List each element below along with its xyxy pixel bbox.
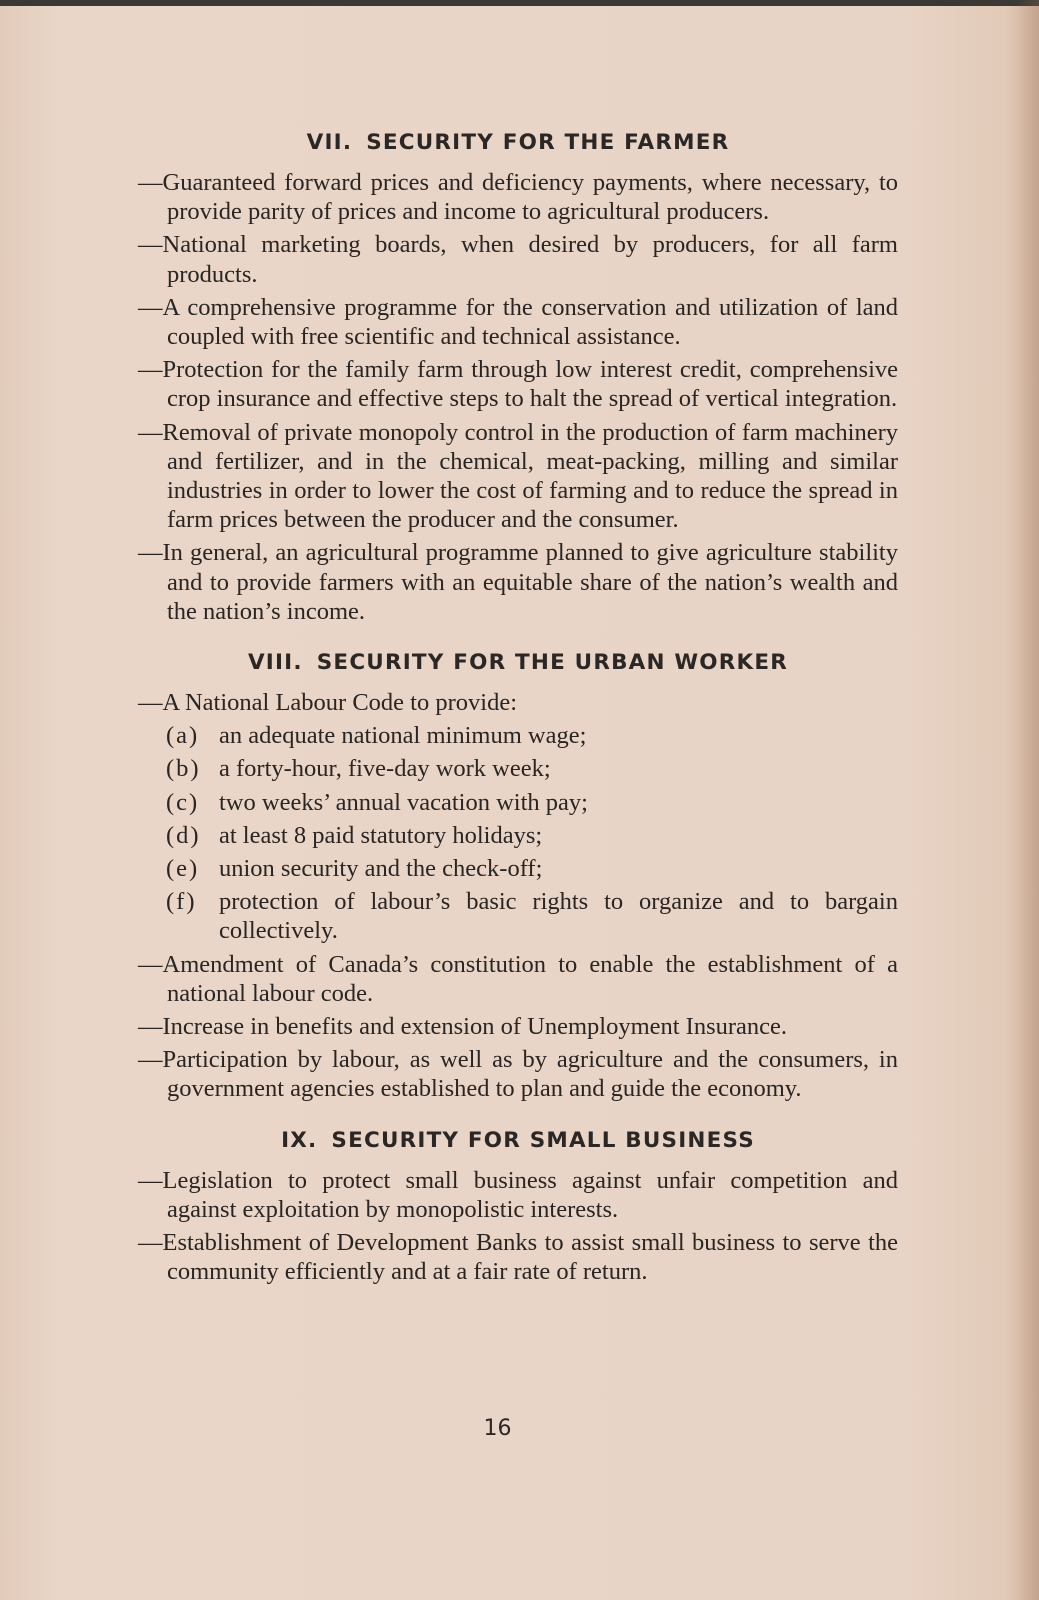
sub-item-text: at least 8 paid statutory holidays; <box>219 821 543 849</box>
section-heading-farmer <box>138 128 898 158</box>
sub-item <box>138 721 898 750</box>
list-item: —Removal of private monopoly control in the production of farm machinery and fertilizer, and in the chemical, meat-packing, milling and similar industries in order to lower the cost of farming and to reduce the spread in farm prices between the producer and the consumer. <box>138 418 898 534</box>
section-title: SECURITY FOR SMALL BUSINESS <box>331 1127 755 1153</box>
list-item: —Establishment of Development Banks to assist small business to serve the community efficiently and at a fair rate of return. <box>138 1229 898 1286</box>
page-right-edge <box>1017 0 1039 1600</box>
sub-item-mark: (c) <box>166 788 200 816</box>
list-item: —Amendment of Canada’s constitution to enable the establishment of a national labour code. <box>138 950 898 1007</box>
sub-item <box>138 821 898 850</box>
list-item: —Guaranteed forward prices and deficiency payments, where necessary, to provide parity of prices and income to agricultural producers. <box>138 169 898 226</box>
list-item: —Participation by labour, as well as by agriculture and the consumers, in government agencies established to plan and guide the economy. <box>138 1046 898 1103</box>
top-edge <box>0 0 1039 6</box>
section-number: IX. <box>281 1127 318 1153</box>
page-number: 16 <box>483 1416 512 1441</box>
section-number: VII. <box>306 130 353 155</box>
list-item: —Protection for the family farm through low interest credit, comprehensive crop insurance and effective steps to halt the spread of vertical integration. <box>138 356 898 413</box>
sub-item <box>138 854 898 883</box>
sub-item-mark: (a) <box>166 722 200 750</box>
sub-item-mark: (b) <box>166 755 201 783</box>
sub-item <box>138 887 898 945</box>
list-item: —A comprehensive programme for the conservation and utilization of land coupled with free scientific and technical assistance. <box>138 293 898 351</box>
sub-item-text: two weeks’ annual vacation with pay; <box>219 788 588 816</box>
sub-item <box>138 788 898 817</box>
list-item-intro: —A National Labour Code to provide: <box>138 689 517 717</box>
sub-item-mark: (e) <box>166 855 200 883</box>
section-heading-worker <box>138 648 898 678</box>
list-item: —National marketing boards, when desired by producers, for all farm products. <box>138 231 898 288</box>
list-item: —Legislation to protect small business against unfair competition and against exploitation by monopolistic interests. <box>138 1166 898 1223</box>
list-item: —Increase in benefits and extension of Unemployment Insurance. <box>138 1013 788 1041</box>
sub-item-text: an adequate national minimum wage; <box>219 722 587 750</box>
section-title: SECURITY FOR THE URBAN WORKER <box>316 650 789 676</box>
list-item: —In general, an agricultural programme planned to give agriculture stability and to provide farmers with an equitable share of the nation’s wealth and the nation’s income. <box>138 539 898 625</box>
sub-item-text: a forty-hour, five-day work week; <box>219 755 551 783</box>
sub-item <box>138 754 898 783</box>
sub-item-text: protection of labour’s basic rights to organize and to bargain collectively. <box>219 888 898 945</box>
sub-item-text: union security and the check-off; <box>219 855 543 883</box>
section-number: VIII. <box>247 650 303 676</box>
document-body <box>138 128 898 1291</box>
sub-item-mark: (d) <box>166 821 201 849</box>
sub-item-mark: (f) <box>166 888 197 916</box>
section-title: SECURITY FOR THE FARMER <box>366 130 730 155</box>
section-heading-business <box>138 1126 898 1156</box>
